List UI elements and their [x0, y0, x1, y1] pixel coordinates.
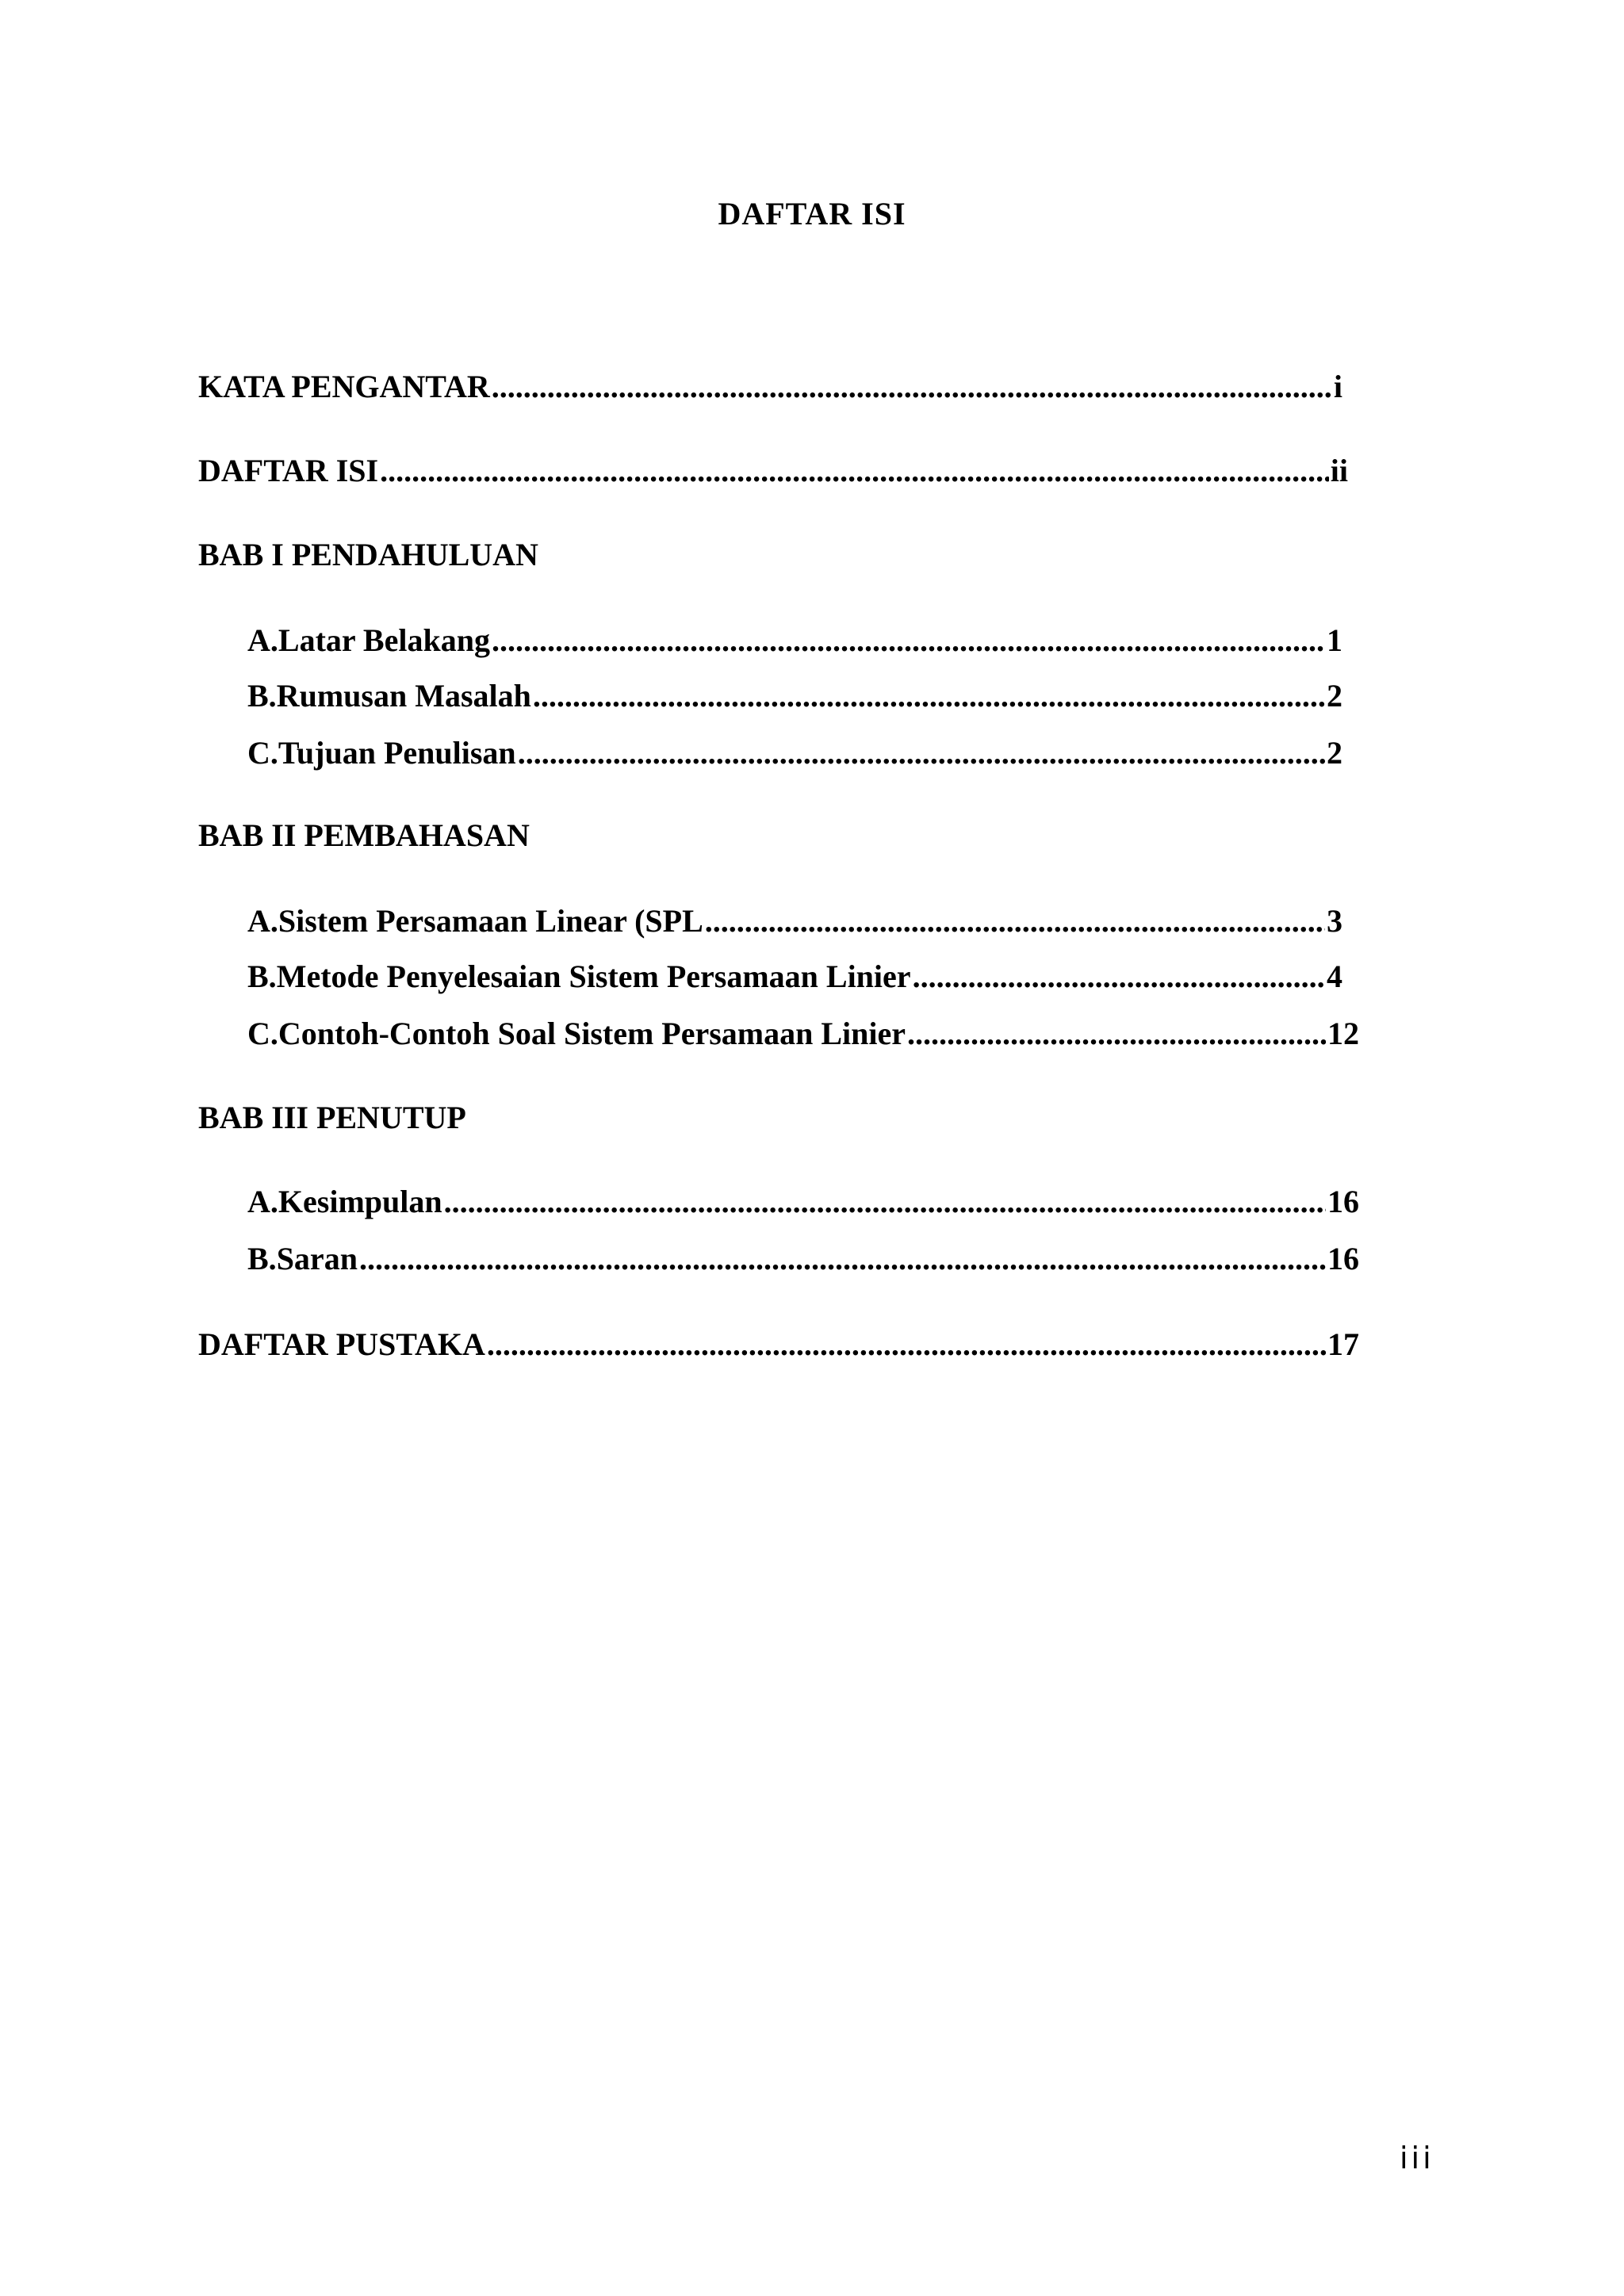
toc-entry-tujuan-penulisan[interactable] [247, 734, 1342, 772]
toc-entry-label: Tujuan Penulisan [278, 735, 516, 771]
toc-entry-label: Latar Belakang [278, 622, 490, 658]
toc-entry-page: 2 [1327, 735, 1342, 771]
dot-leader [705, 902, 1325, 940]
toc-entry-contoh-soal[interactable] [247, 1015, 1359, 1053]
toc-entry-daftar-pustaka[interactable] [198, 1326, 1359, 1364]
dot-leader [518, 734, 1325, 772]
dot-leader [359, 1240, 1326, 1278]
toc-entry-label: DAFTAR ISI [198, 453, 379, 488]
toc-entry-page: 1 [1327, 622, 1342, 658]
toc-entry-kata-pengantar[interactable] [198, 368, 1342, 406]
toc-entry-marker: B. [247, 959, 277, 994]
toc-entry-daftar-isi[interactable] [198, 452, 1348, 490]
toc-entry-sistem-persamaan-linear[interactable] [247, 902, 1342, 940]
toc-entry-marker: A. [247, 622, 278, 658]
toc-entry-marker: B. [247, 1241, 277, 1276]
chapter-heading-bab-2: BAB II PEMBAHASAN [198, 817, 530, 853]
toc-entry-label: Sistem Persamaan Linear (SPL [278, 903, 703, 939]
page-title: DAFTAR ISI [718, 196, 906, 232]
toc-entry-page: 17 [1327, 1326, 1359, 1362]
toc-entry-page: 16 [1327, 1184, 1359, 1219]
toc-entry-kesimpulan[interactable] [247, 1183, 1359, 1221]
dot-leader [487, 1326, 1326, 1364]
toc-entry-label: Metode Penyelesaian Sistem Persamaan Linier [276, 959, 911, 994]
dot-leader [533, 677, 1325, 715]
toc-entry-label: Contoh-Contoh Soal Sistem Persamaan Linier [278, 1016, 906, 1051]
toc-entry-label: KATA PENGANTAR [198, 369, 490, 404]
toc-entry-latar-belakang[interactable] [247, 622, 1342, 660]
toc-entry-label: DAFTAR PUSTAKA [198, 1326, 485, 1362]
chapter-heading-bab-1: BAB I PENDAHULUAN [198, 537, 538, 572]
toc-entry-label: Kesimpulan [278, 1184, 442, 1219]
toc-entry-label: Saran [276, 1241, 358, 1276]
toc-entry-page: 2 [1327, 678, 1342, 714]
toc-entry-page: 16 [1327, 1241, 1359, 1276]
dot-leader [913, 958, 1325, 996]
toc-entry-metode-penyelesaian[interactable] [247, 958, 1342, 996]
dot-leader [492, 368, 1332, 406]
page-number: iii [1400, 2141, 1434, 2175]
toc-entry-page: ii [1330, 453, 1348, 488]
toc-entry-page: 3 [1327, 903, 1342, 939]
toc-entry-page: 12 [1327, 1016, 1359, 1051]
dot-leader [492, 622, 1325, 660]
dot-leader [444, 1183, 1326, 1221]
dot-leader [907, 1015, 1326, 1053]
toc-entry-marker: C. [247, 735, 278, 771]
toc-entry-saran[interactable] [247, 1240, 1359, 1278]
toc-entry-label: Rumusan Masalah [276, 678, 531, 714]
toc-entry-marker: B. [247, 678, 277, 714]
dot-leader [380, 452, 1329, 490]
toc-entry-marker: C. [247, 1016, 278, 1051]
toc-entry-page: 4 [1327, 959, 1342, 994]
toc-entry-page: i [1333, 369, 1342, 404]
toc-entry-marker: A. [247, 903, 278, 939]
chapter-heading-bab-3: BAB III PENUTUP [198, 1100, 466, 1135]
toc-entry-marker: A. [247, 1184, 278, 1219]
toc-entry-rumusan-masalah[interactable] [247, 677, 1342, 715]
